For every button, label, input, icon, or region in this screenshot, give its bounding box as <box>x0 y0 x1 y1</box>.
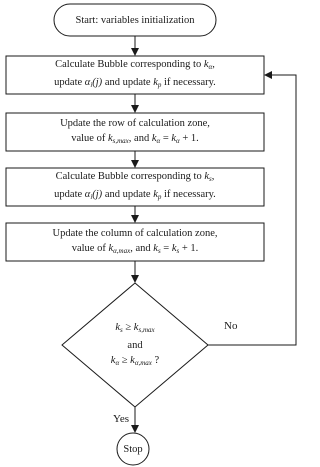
start-node-label <box>54 4 216 36</box>
no-branch-label: No <box>224 320 238 332</box>
decision-line1: $k_s \ge k_{s,max}$ <box>115 321 155 334</box>
decision-line3: $k_\alpha \ge k_{\alpha,max}$ ? <box>110 354 160 367</box>
step4-text <box>6 223 264 261</box>
step2-text <box>6 113 264 151</box>
step4-line1: Update the column of calculation zone, <box>52 227 218 239</box>
step1-line2: update $\alpha_i(j)$ and update $k_p$ if necessary. <box>54 77 216 89</box>
decision-text <box>62 318 208 372</box>
step2-line2: value of $k_{s,max}$, and $k_\alpha = k_\alpha + 1$. <box>71 132 199 145</box>
step2-line1: Update the row of calculation zone, <box>60 117 210 129</box>
stop-node-label <box>117 433 149 465</box>
step3-line2: update $\alpha_i(j)$ and update $k_p$ if necessary. <box>54 189 216 201</box>
yes-branch-label: Yes <box>113 413 130 425</box>
step1-text <box>6 56 264 94</box>
decision-line2: and <box>127 339 143 351</box>
step3-line1: Calculate Bubble corresponding to $k_s$, <box>55 171 215 183</box>
step4-line2: value of $k_{\alpha,max}$, and $k_s = k_s + 1$. <box>71 242 199 255</box>
step3-text <box>6 168 264 206</box>
stop-text: Stop <box>123 443 143 455</box>
step1-line1: Calculate Bubble corresponding to $k_\alpha$, <box>55 59 215 71</box>
start-text: Start: variables initialization <box>75 14 195 26</box>
